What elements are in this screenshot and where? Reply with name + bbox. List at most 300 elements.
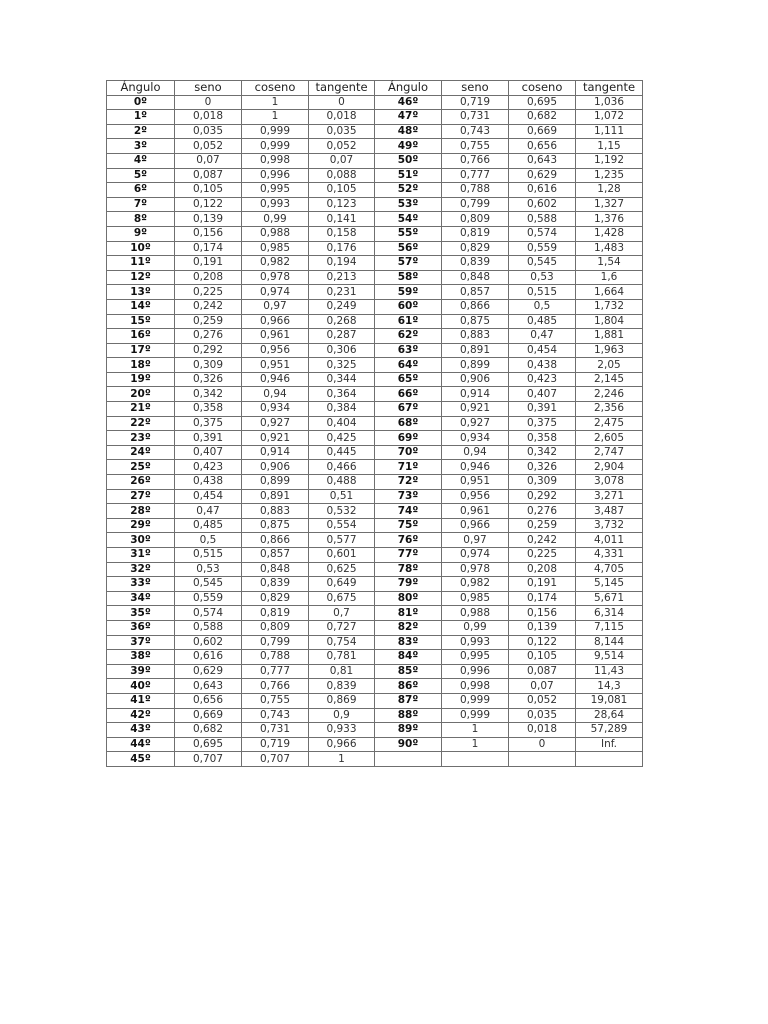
cosine-cell: 0,961 bbox=[242, 329, 309, 344]
sine-cell bbox=[442, 752, 509, 767]
angle-cell: 81º bbox=[375, 606, 442, 621]
cosine-cell: 0,669 bbox=[509, 124, 576, 139]
sine-cell: 0,326 bbox=[175, 372, 242, 387]
cosine-cell: 1 bbox=[242, 110, 309, 125]
cosine-cell: 0,707 bbox=[242, 752, 309, 767]
angle-cell: 72º bbox=[375, 475, 442, 490]
sine-cell: 0,574 bbox=[175, 606, 242, 621]
cosine-cell: 1 bbox=[242, 95, 309, 110]
tangent-cell: 0,81 bbox=[309, 664, 375, 679]
cosine-cell: 0,934 bbox=[242, 402, 309, 417]
sine-cell: 0,602 bbox=[175, 635, 242, 650]
angle-cell: 78º bbox=[375, 562, 442, 577]
cosine-cell: 0,899 bbox=[242, 475, 309, 490]
sine-cell: 0,857 bbox=[442, 285, 509, 300]
angle-cell: 38º bbox=[107, 650, 175, 665]
angle-cell: 9º bbox=[107, 226, 175, 241]
table-row bbox=[107, 285, 643, 300]
sine-cell: 0,07 bbox=[175, 153, 242, 168]
sine-cell: 0,559 bbox=[175, 591, 242, 606]
cosine-cell: 0,5 bbox=[509, 299, 576, 314]
cosine-cell: 0,999 bbox=[242, 139, 309, 154]
sine-cell: 0,731 bbox=[442, 110, 509, 125]
cosine-cell: 0,602 bbox=[509, 197, 576, 212]
table-body bbox=[107, 81, 643, 767]
sine-cell: 0,707 bbox=[175, 752, 242, 767]
tangent-cell: 2,747 bbox=[576, 445, 643, 460]
cosine-cell: 0,515 bbox=[509, 285, 576, 300]
tangent-cell: 19,081 bbox=[576, 693, 643, 708]
cosine-cell: 0,978 bbox=[242, 270, 309, 285]
cosine-cell: 0,809 bbox=[242, 620, 309, 635]
cosine-cell: 0,974 bbox=[242, 285, 309, 300]
angle-cell: 76º bbox=[375, 533, 442, 548]
tangent-cell: 5,671 bbox=[576, 591, 643, 606]
angle-cell: 37º bbox=[107, 635, 175, 650]
table-row bbox=[107, 110, 643, 125]
table-row bbox=[107, 139, 643, 154]
cosine-cell: 0,656 bbox=[509, 139, 576, 154]
sine-cell: 0,616 bbox=[175, 650, 242, 665]
table-row bbox=[107, 445, 643, 460]
table-row bbox=[107, 635, 643, 650]
header-cosine: coseno bbox=[242, 81, 309, 96]
tangent-cell: 0,364 bbox=[309, 387, 375, 402]
sine-cell: 0,423 bbox=[175, 460, 242, 475]
table-row bbox=[107, 314, 643, 329]
cosine-cell: 0,276 bbox=[509, 504, 576, 519]
tangent-cell: 6,314 bbox=[576, 606, 643, 621]
angle-cell: 57º bbox=[375, 256, 442, 271]
tangent-cell: 1,881 bbox=[576, 329, 643, 344]
sine-cell: 0,99 bbox=[442, 620, 509, 635]
sine-cell: 0,629 bbox=[175, 664, 242, 679]
cosine-cell: 0,375 bbox=[509, 416, 576, 431]
table-row bbox=[107, 197, 643, 212]
tangent-cell: 0,966 bbox=[309, 737, 375, 752]
sine-cell: 0,94 bbox=[442, 445, 509, 460]
sine-cell: 0,358 bbox=[175, 402, 242, 417]
cosine-cell: 0,875 bbox=[242, 518, 309, 533]
tangent-cell: 1,036 bbox=[576, 95, 643, 110]
angle-cell: 44º bbox=[107, 737, 175, 752]
angle-cell: 79º bbox=[375, 577, 442, 592]
sine-cell: 0,755 bbox=[442, 139, 509, 154]
cosine-cell: 0,53 bbox=[509, 270, 576, 285]
cosine-cell: 0,999 bbox=[242, 124, 309, 139]
angle-cell: 82º bbox=[375, 620, 442, 635]
table-row bbox=[107, 372, 643, 387]
cosine-cell: 0,97 bbox=[242, 299, 309, 314]
table-row bbox=[107, 737, 643, 752]
cosine-cell bbox=[509, 752, 576, 767]
sine-cell: 0,875 bbox=[442, 314, 509, 329]
cosine-cell: 0,848 bbox=[242, 562, 309, 577]
angle-cell: 13º bbox=[107, 285, 175, 300]
sine-cell: 0,766 bbox=[442, 153, 509, 168]
sine-cell: 0,292 bbox=[175, 343, 242, 358]
tangent-cell: 0,9 bbox=[309, 708, 375, 723]
tangent-cell: 0,781 bbox=[309, 650, 375, 665]
angle-cell: 48º bbox=[375, 124, 442, 139]
tangent-cell: 0,052 bbox=[309, 139, 375, 154]
angle-cell: 84º bbox=[375, 650, 442, 665]
angle-cell: 90º bbox=[375, 737, 442, 752]
cosine-cell: 0,94 bbox=[242, 387, 309, 402]
angle-cell: 62º bbox=[375, 329, 442, 344]
trig-table bbox=[106, 80, 643, 767]
tangent-cell: 0,141 bbox=[309, 212, 375, 227]
angle-cell: 55º bbox=[375, 226, 442, 241]
sine-cell: 0,906 bbox=[442, 372, 509, 387]
angle-cell: 2º bbox=[107, 124, 175, 139]
angle-cell: 46º bbox=[375, 95, 442, 110]
cosine-cell: 0,966 bbox=[242, 314, 309, 329]
tangent-cell: 1,804 bbox=[576, 314, 643, 329]
tangent-cell: 0,105 bbox=[309, 183, 375, 198]
cosine-cell: 0,914 bbox=[242, 445, 309, 460]
angle-cell: 42º bbox=[107, 708, 175, 723]
angle-cell: 77º bbox=[375, 548, 442, 563]
angle-cell: 15º bbox=[107, 314, 175, 329]
cosine-cell: 0,799 bbox=[242, 635, 309, 650]
cosine-cell: 0,07 bbox=[509, 679, 576, 694]
tangent-cell: 1,327 bbox=[576, 197, 643, 212]
tangent-cell: 1,376 bbox=[576, 212, 643, 227]
angle-cell: 27º bbox=[107, 489, 175, 504]
cosine-cell: 0,47 bbox=[509, 329, 576, 344]
sine-cell: 0,052 bbox=[175, 139, 242, 154]
cosine-cell: 0,993 bbox=[242, 197, 309, 212]
cosine-cell: 0,996 bbox=[242, 168, 309, 183]
table-row bbox=[107, 577, 643, 592]
sine-cell: 0,174 bbox=[175, 241, 242, 256]
sine-cell: 0,961 bbox=[442, 504, 509, 519]
cosine-cell: 0,982 bbox=[242, 256, 309, 271]
tangent-cell: 1,072 bbox=[576, 110, 643, 125]
table-row bbox=[107, 752, 643, 767]
tangent-cell: 0,123 bbox=[309, 197, 375, 212]
sine-cell: 0,643 bbox=[175, 679, 242, 694]
angle-cell: 68º bbox=[375, 416, 442, 431]
sine-cell: 0,156 bbox=[175, 226, 242, 241]
tangent-cell: 57,289 bbox=[576, 723, 643, 738]
cosine-cell: 0,087 bbox=[509, 664, 576, 679]
angle-cell: 86º bbox=[375, 679, 442, 694]
sine-cell: 0,259 bbox=[175, 314, 242, 329]
sine-cell: 0,208 bbox=[175, 270, 242, 285]
sine-cell: 0,966 bbox=[442, 518, 509, 533]
table-row bbox=[107, 679, 643, 694]
tangent-cell: 0,287 bbox=[309, 329, 375, 344]
tangent-cell: 1,54 bbox=[576, 256, 643, 271]
angle-cell: 54º bbox=[375, 212, 442, 227]
sine-cell: 0,848 bbox=[442, 270, 509, 285]
sine-cell: 0,839 bbox=[442, 256, 509, 271]
sine-cell: 0,438 bbox=[175, 475, 242, 490]
angle-cell: 60º bbox=[375, 299, 442, 314]
sine-cell: 0,407 bbox=[175, 445, 242, 460]
table-row bbox=[107, 168, 643, 183]
angle-cell: 64º bbox=[375, 358, 442, 373]
angle-cell: 85º bbox=[375, 664, 442, 679]
sine-cell: 0,956 bbox=[442, 489, 509, 504]
sine-cell: 0,974 bbox=[442, 548, 509, 563]
cosine-cell: 0,883 bbox=[242, 504, 309, 519]
angle-cell: 18º bbox=[107, 358, 175, 373]
angle-cell: 59º bbox=[375, 285, 442, 300]
cosine-cell: 0,139 bbox=[509, 620, 576, 635]
tangent-cell: 3,732 bbox=[576, 518, 643, 533]
tangent-cell: 2,475 bbox=[576, 416, 643, 431]
cosine-cell: 0,998 bbox=[242, 153, 309, 168]
sine-cell: 0,225 bbox=[175, 285, 242, 300]
angle-cell: 10º bbox=[107, 241, 175, 256]
angle-cell: 89º bbox=[375, 723, 442, 738]
table-row bbox=[107, 343, 643, 358]
sine-cell: 0,682 bbox=[175, 723, 242, 738]
header-sine: seno bbox=[442, 81, 509, 96]
cosine-cell: 0,438 bbox=[509, 358, 576, 373]
angle-cell: 63º bbox=[375, 343, 442, 358]
cosine-cell: 0,122 bbox=[509, 635, 576, 650]
angle-cell: 51º bbox=[375, 168, 442, 183]
sine-cell: 0,47 bbox=[175, 504, 242, 519]
header-tangent: tangente bbox=[576, 81, 643, 96]
angle-cell: 28º bbox=[107, 504, 175, 519]
sine-cell: 0,588 bbox=[175, 620, 242, 635]
tangent-cell: 0,754 bbox=[309, 635, 375, 650]
tangent-cell: 11,43 bbox=[576, 664, 643, 679]
tangent-cell: Inf. bbox=[576, 737, 643, 752]
sine-cell: 0,5 bbox=[175, 533, 242, 548]
sine-cell: 0,035 bbox=[175, 124, 242, 139]
cosine-cell: 0,995 bbox=[242, 183, 309, 198]
table-row bbox=[107, 329, 643, 344]
sine-cell: 0,545 bbox=[175, 577, 242, 592]
tangent-cell: 4,705 bbox=[576, 562, 643, 577]
angle-cell: 24º bbox=[107, 445, 175, 460]
tangent-cell: 0,445 bbox=[309, 445, 375, 460]
sine-cell: 0,018 bbox=[175, 110, 242, 125]
header-row bbox=[107, 81, 643, 96]
tangent-cell: 0,933 bbox=[309, 723, 375, 738]
cosine-cell: 0,052 bbox=[509, 693, 576, 708]
table-row bbox=[107, 620, 643, 635]
angle-cell: 70º bbox=[375, 445, 442, 460]
tangent-cell: 0,306 bbox=[309, 343, 375, 358]
tangent-cell: 0,727 bbox=[309, 620, 375, 635]
table-row bbox=[107, 460, 643, 475]
sine-cell: 0,985 bbox=[442, 591, 509, 606]
cosine-cell: 0,309 bbox=[509, 475, 576, 490]
tangent-cell: 0,088 bbox=[309, 168, 375, 183]
sine-cell: 0,309 bbox=[175, 358, 242, 373]
sine-cell: 0,122 bbox=[175, 197, 242, 212]
cosine-cell: 0,225 bbox=[509, 548, 576, 563]
angle-cell: 41º bbox=[107, 693, 175, 708]
tangent-cell: 0,532 bbox=[309, 504, 375, 519]
cosine-cell: 0,988 bbox=[242, 226, 309, 241]
angle-cell: 52º bbox=[375, 183, 442, 198]
sine-cell: 0,866 bbox=[442, 299, 509, 314]
tangent-cell: 0,649 bbox=[309, 577, 375, 592]
sine-cell: 0,809 bbox=[442, 212, 509, 227]
sine-cell: 0,391 bbox=[175, 431, 242, 446]
sine-cell: 0,276 bbox=[175, 329, 242, 344]
tangent-cell: 1,6 bbox=[576, 270, 643, 285]
cosine-cell: 0,819 bbox=[242, 606, 309, 621]
sine-cell: 0,485 bbox=[175, 518, 242, 533]
angle-cell: 71º bbox=[375, 460, 442, 475]
angle-cell: 1º bbox=[107, 110, 175, 125]
cosine-cell: 0,574 bbox=[509, 226, 576, 241]
sine-cell: 0,927 bbox=[442, 416, 509, 431]
cosine-cell: 0,342 bbox=[509, 445, 576, 460]
angle-cell: 8º bbox=[107, 212, 175, 227]
sine-cell: 0,139 bbox=[175, 212, 242, 227]
tangent-cell: 9,514 bbox=[576, 650, 643, 665]
angle-cell: 45º bbox=[107, 752, 175, 767]
cosine-cell: 0,292 bbox=[509, 489, 576, 504]
sine-cell: 0,53 bbox=[175, 562, 242, 577]
cosine-cell: 0,259 bbox=[509, 518, 576, 533]
tangent-cell: 0,176 bbox=[309, 241, 375, 256]
sine-cell: 0,669 bbox=[175, 708, 242, 723]
angle-cell: 50º bbox=[375, 153, 442, 168]
sine-cell: 0,454 bbox=[175, 489, 242, 504]
cosine-cell: 0,946 bbox=[242, 372, 309, 387]
sine-cell: 0,996 bbox=[442, 664, 509, 679]
tangent-cell: 1,15 bbox=[576, 139, 643, 154]
angle-cell: 58º bbox=[375, 270, 442, 285]
cosine-cell: 0,358 bbox=[509, 431, 576, 446]
cosine-cell: 0,407 bbox=[509, 387, 576, 402]
cosine-cell: 0,559 bbox=[509, 241, 576, 256]
tangent-cell: 0,601 bbox=[309, 548, 375, 563]
angle-cell: 88º bbox=[375, 708, 442, 723]
cosine-cell: 0,391 bbox=[509, 402, 576, 417]
table-row bbox=[107, 358, 643, 373]
sine-cell: 0,978 bbox=[442, 562, 509, 577]
cosine-cell: 0 bbox=[509, 737, 576, 752]
tangent-cell: 1,428 bbox=[576, 226, 643, 241]
cosine-cell: 0,326 bbox=[509, 460, 576, 475]
tangent-cell: 0,554 bbox=[309, 518, 375, 533]
angle-cell: 22º bbox=[107, 416, 175, 431]
cosine-cell: 0,766 bbox=[242, 679, 309, 694]
sine-cell: 0,342 bbox=[175, 387, 242, 402]
sine-cell: 0,788 bbox=[442, 183, 509, 198]
tangent-cell: 2,145 bbox=[576, 372, 643, 387]
tangent-cell: 0,344 bbox=[309, 372, 375, 387]
header-angle: Ángulo bbox=[375, 81, 442, 96]
cosine-cell: 0,643 bbox=[509, 153, 576, 168]
angle-cell: 3º bbox=[107, 139, 175, 154]
angle-cell: 11º bbox=[107, 256, 175, 271]
cosine-cell: 0,921 bbox=[242, 431, 309, 446]
tangent-cell bbox=[576, 752, 643, 767]
cosine-cell: 0,035 bbox=[509, 708, 576, 723]
cosine-cell: 0,755 bbox=[242, 693, 309, 708]
cosine-cell: 0,951 bbox=[242, 358, 309, 373]
tangent-cell: 14,3 bbox=[576, 679, 643, 694]
sine-cell: 0,999 bbox=[442, 708, 509, 723]
sine-cell: 0,829 bbox=[442, 241, 509, 256]
angle-cell: 34º bbox=[107, 591, 175, 606]
table-row bbox=[107, 518, 643, 533]
table-row bbox=[107, 256, 643, 271]
tangent-cell: 2,605 bbox=[576, 431, 643, 446]
angle-cell bbox=[375, 752, 442, 767]
cosine-cell: 0,777 bbox=[242, 664, 309, 679]
angle-cell: 43º bbox=[107, 723, 175, 738]
sine-cell: 0,914 bbox=[442, 387, 509, 402]
table-row bbox=[107, 124, 643, 139]
angle-cell: 53º bbox=[375, 197, 442, 212]
tangent-cell: 0,51 bbox=[309, 489, 375, 504]
angle-cell: 23º bbox=[107, 431, 175, 446]
angle-cell: 80º bbox=[375, 591, 442, 606]
table-row bbox=[107, 591, 643, 606]
tangent-cell: 2,904 bbox=[576, 460, 643, 475]
angle-cell: 0º bbox=[107, 95, 175, 110]
table-row bbox=[107, 723, 643, 738]
angle-cell: 33º bbox=[107, 577, 175, 592]
sine-cell: 0,777 bbox=[442, 168, 509, 183]
sine-cell: 0,743 bbox=[442, 124, 509, 139]
tangent-cell: 1,192 bbox=[576, 153, 643, 168]
tangent-cell: 1,664 bbox=[576, 285, 643, 300]
tangent-cell: 4,011 bbox=[576, 533, 643, 548]
angle-cell: 47º bbox=[375, 110, 442, 125]
table-row bbox=[107, 95, 643, 110]
angle-cell: 66º bbox=[375, 387, 442, 402]
angle-cell: 12º bbox=[107, 270, 175, 285]
angle-cell: 67º bbox=[375, 402, 442, 417]
angle-cell: 26º bbox=[107, 475, 175, 490]
sine-cell: 0,087 bbox=[175, 168, 242, 183]
angle-cell: 14º bbox=[107, 299, 175, 314]
sine-cell: 0 bbox=[175, 95, 242, 110]
tangent-cell: 7,115 bbox=[576, 620, 643, 635]
tangent-cell: 0 bbox=[309, 95, 375, 110]
angle-cell: 69º bbox=[375, 431, 442, 446]
cosine-cell: 0,454 bbox=[509, 343, 576, 358]
cosine-cell: 0,018 bbox=[509, 723, 576, 738]
cosine-cell: 0,927 bbox=[242, 416, 309, 431]
angle-cell: 36º bbox=[107, 620, 175, 635]
cosine-cell: 0,423 bbox=[509, 372, 576, 387]
angle-cell: 17º bbox=[107, 343, 175, 358]
table-row bbox=[107, 548, 643, 563]
cosine-cell: 0,906 bbox=[242, 460, 309, 475]
sine-cell: 0,719 bbox=[442, 95, 509, 110]
table-row bbox=[107, 212, 643, 227]
tangent-cell: 1,111 bbox=[576, 124, 643, 139]
cosine-cell: 0,788 bbox=[242, 650, 309, 665]
tangent-cell: 5,145 bbox=[576, 577, 643, 592]
tangent-cell: 1,235 bbox=[576, 168, 643, 183]
sine-cell: 0,899 bbox=[442, 358, 509, 373]
cosine-cell: 0,829 bbox=[242, 591, 309, 606]
tangent-cell: 3,271 bbox=[576, 489, 643, 504]
angle-cell: 5º bbox=[107, 168, 175, 183]
tangent-cell: 0,425 bbox=[309, 431, 375, 446]
tangent-cell: 1,963 bbox=[576, 343, 643, 358]
angle-cell: 73º bbox=[375, 489, 442, 504]
tangent-cell: 0,625 bbox=[309, 562, 375, 577]
